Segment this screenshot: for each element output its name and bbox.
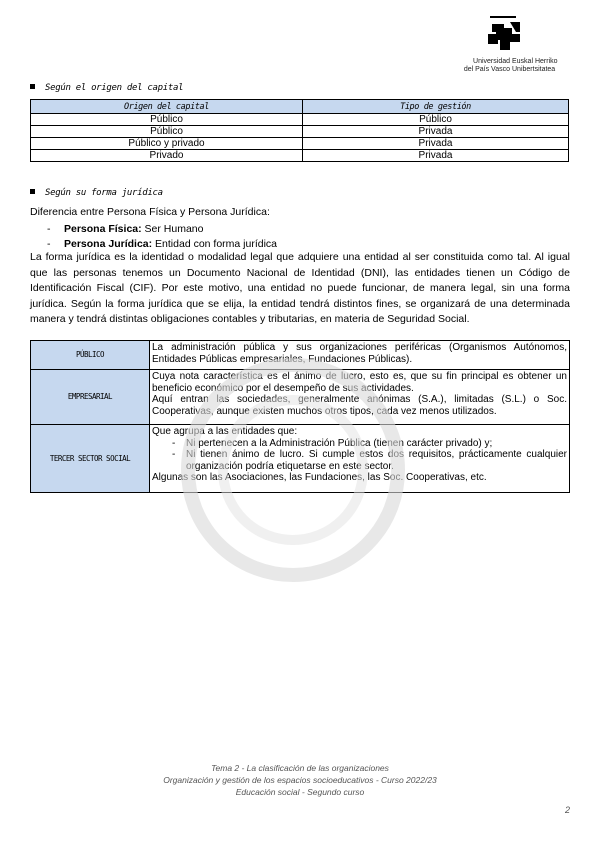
- section-heading-capital: Según el origen del capital: [30, 83, 183, 93]
- table-row: [31, 138, 569, 150]
- table-row: [31, 114, 569, 126]
- business-text-1: Cuya nota característica es el ánimo de lucro, esto es, que su fin principal es obtener un beneficio económico por el desempeño de sus actividades.: [152, 371, 567, 394]
- term-label: Persona Física:: [64, 223, 142, 235]
- logo-text-spanish: Universidad del País Vasco: [463, 58, 510, 73]
- sector-description-public: La administración pública y sus organizaciones periféricas (Organismos Autónomos, Entidades Públicas empresariales, Fundaciones Públicas).: [150, 341, 570, 370]
- third-sector-intro: Que agrupa a las entidades que:: [152, 426, 298, 437]
- table-cell: Público y privado: [31, 138, 303, 150]
- table-header-row: [31, 100, 569, 114]
- third-sector-outro: Algunas son las Asociaciones, las Fundaciones, las Soc. Cooperativas, etc.: [152, 472, 487, 483]
- footer-line-course: Organización y gestión de los espacios socioeducativos - Curso 2022/23: [163, 775, 437, 785]
- table-row: [31, 150, 569, 162]
- sector-label-third: TERCER SECTOR SOCIAL: [31, 425, 150, 493]
- table-cell: Público: [303, 114, 569, 126]
- column-header-management: Tipo de gestión: [303, 100, 569, 114]
- table-cell: Privado: [31, 150, 303, 162]
- capital-origin-table: [30, 99, 569, 162]
- footer-line-topic: Tema 2 - La clasificación de las organizaciones: [211, 763, 389, 773]
- table-cell: Público: [31, 126, 303, 138]
- table-cell: Público: [31, 114, 303, 126]
- square-bullet-icon: [30, 189, 35, 194]
- table-row: [31, 126, 569, 138]
- list-item: [30, 222, 570, 237]
- person-types-list: [30, 222, 570, 251]
- table-cell: Privada: [303, 150, 569, 162]
- business-text-2: Aquí entran las sociedades, generalmente anónimas (S.A.), limitadas (S.L.) o Soc. Cooperativas, aunque existen muchos otros tipos, cada vez menos utilizados.: [152, 394, 567, 417]
- table-cell: Privada: [303, 138, 569, 150]
- square-bullet-icon: [30, 84, 35, 89]
- table-cell: Privada: [303, 126, 569, 138]
- list-item: - Ni tienen ánimo de lucro. Si cumple estos dos requisitos, prácticamente cualquier organización podría etiquetarse en este sector.: [152, 449, 567, 472]
- list-item: [30, 237, 570, 252]
- legal-form-paragraph: La forma jurídica es la identidad o modalidad legal que adquiere una entidad al ser constituida como tal. Al igual que las personas tenemos un Documento Nacional de Identidad (DNI), las entidades tienen un Código de Identificación Fiscal (CIF). Por este motivo, una entidad no puede funcionar, de manera legal, sin una forma jurídica. Según la forma jurídica que se elija, la entidad tendrá distintos fines, se organizará de una determinada manera y tendrá distintas obligaciones contables y tributarias, en materia de Seguridad Social.: [30, 251, 570, 326]
- term-label: Persona Jurídica:: [64, 237, 153, 250]
- logo-text-basque: Euskal Herriko Unibertsitatea: [512, 58, 558, 73]
- sector-label-public: PÚBLICO: [31, 341, 150, 370]
- term-definition: Entidad con forma jurídica: [152, 237, 278, 250]
- column-header-origin: Origen del capital: [31, 100, 303, 114]
- university-logo: [440, 14, 575, 72]
- section-heading-legal-form: Según su forma jurídica: [30, 188, 163, 198]
- page-number: 2: [564, 805, 570, 815]
- footer-line-degree: Educación social - Segundo curso: [235, 787, 365, 797]
- ehu-emblem-icon: [486, 14, 526, 52]
- intro-text: Diferencia entre Persona Física y Persona Jurídica:: [30, 206, 270, 218]
- sector-label-business: EMPRESARIAL: [31, 370, 150, 425]
- watermark-icon: [178, 355, 408, 585]
- list-item: - Ni pertenecen a la Administración Pública (tienen carácter privado) y;: [152, 438, 567, 450]
- page-footer: [0, 762, 600, 798]
- term-definition: Ser Humano: [141, 223, 204, 235]
